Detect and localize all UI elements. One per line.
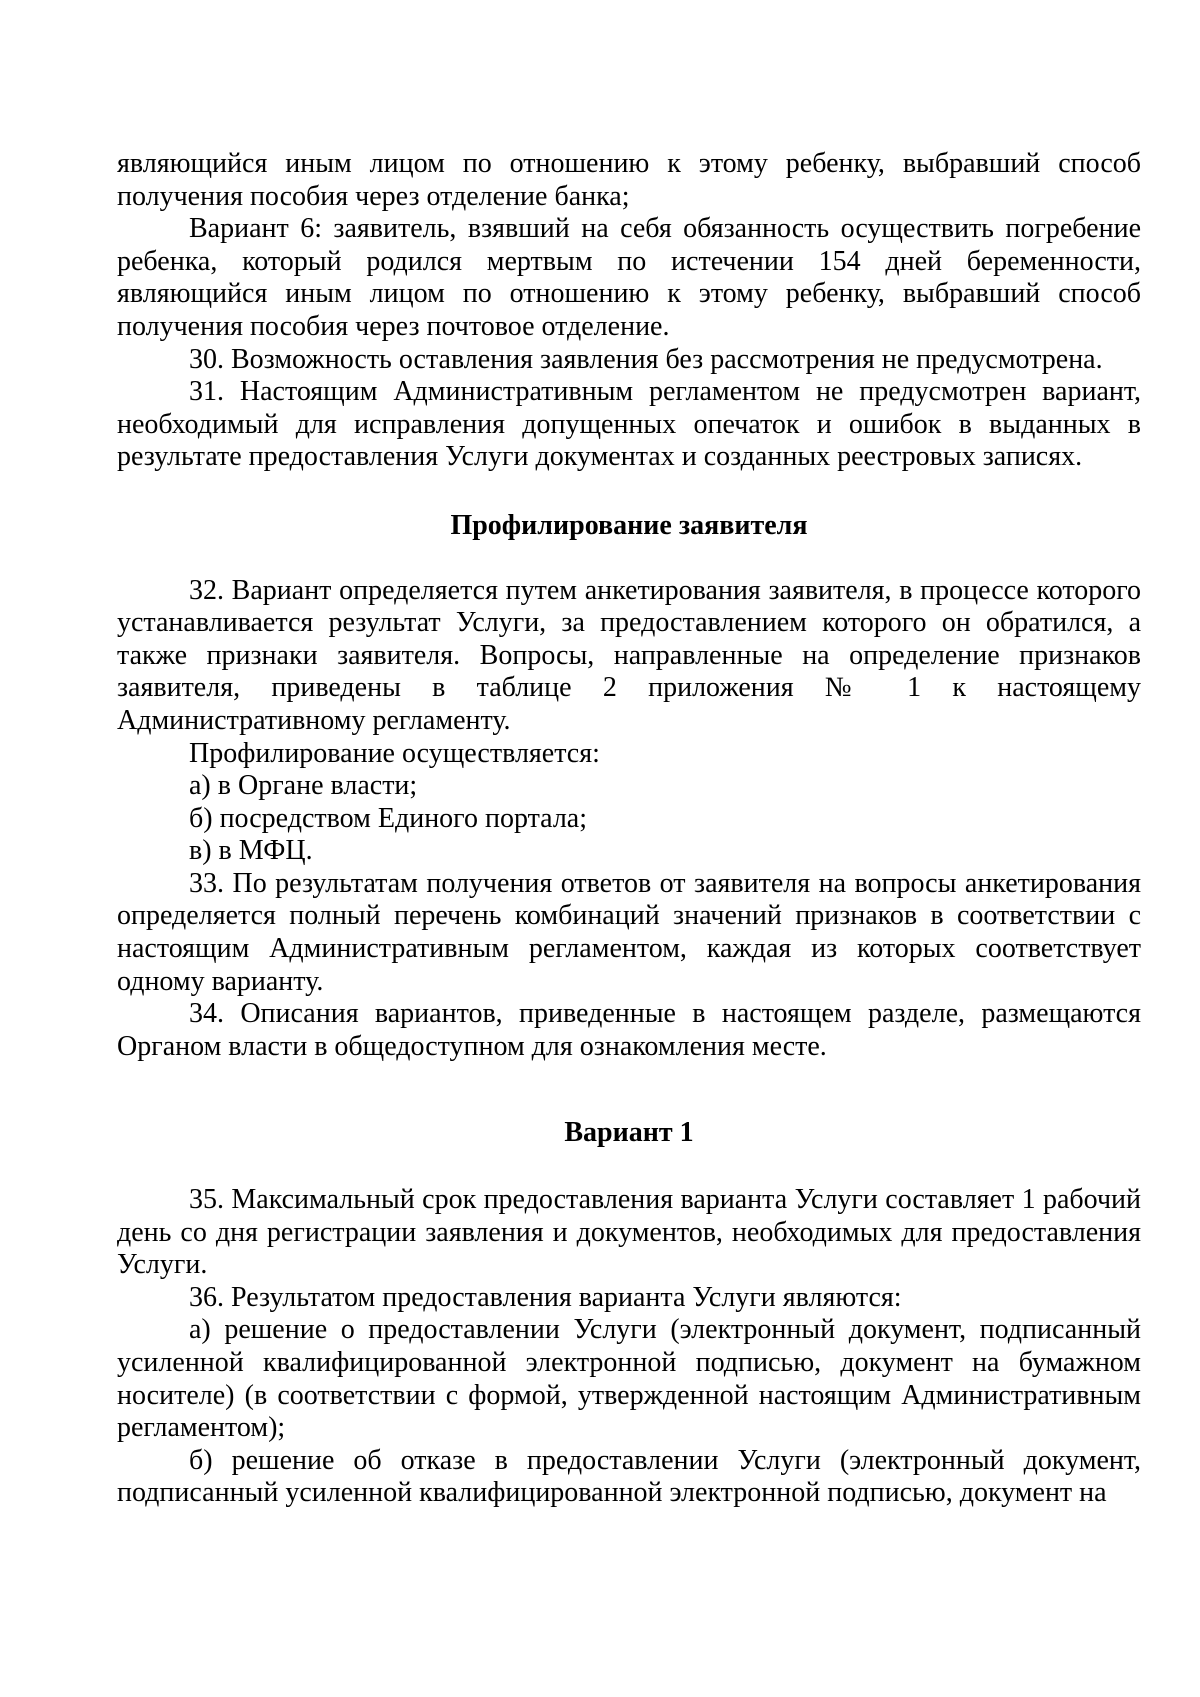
list-item-b-refusal: б) решение об отказе в предоставлении Услуги (электронный документ, подписанный усиленной квалифицированной электронной подписью, документ на: [117, 1444, 1141, 1509]
paragraph-31: 31. Настоящим Административным регламентом не предусмотрен вариант, необходимый для исправления допущенных опечаток и ошибок в выданных в результате предоставления Услуги документах и созданных реестровых записях.: [117, 376, 1141, 473]
paragraph-profiling-intro: Профилирование осуществляется:: [189, 737, 600, 769]
paragraph-36: 36. Результатом предоставления варианта Услуги являются:: [189, 1281, 902, 1313]
document-page: [117, 148, 1141, 1510]
paragraph-32: 32. Вариант определяется путем анкетирования заявителя, в процессе которого устанавливается результат Услуги, за предоставлением которого он обратился, а также признаки заявителя. Вопросы, направленные на определение признаков заявителя, приведены в таблице 2 приложения № 1 к настоящему Административному регламенту.: [117, 574, 1141, 736]
paragraph-35: 35. Максимальный срок предоставления варианта Услуги составляет 1 рабочий день со дня регистрации заявления и документов, необходимых для предоставления Услуги.: [117, 1184, 1141, 1281]
paragraph-34: 34. Описания вариантов, приведенные в настоящем разделе, размещаются Органом власти в общедоступном для ознакомления месте.: [117, 998, 1141, 1062]
paragraph-30: 30. Возможность оставления заявления без рассмотрения не предусмотрена.: [189, 343, 1103, 375]
list-item-v: в) в МФЦ.: [189, 835, 313, 867]
paragraph-33: 33. По результатам получения ответов от заявителя на вопросы анкетирования определяется полный перечень комбинаций значений признаков в соответствии с настоящим Административным регламентом, каждая из которых соответствует одному варианту.: [117, 867, 1141, 997]
list-item-a: а) в Органе власти;: [189, 770, 418, 802]
paragraph-continuation: являющийся иным лицом по отношению к этому ребенку, выбравший способ получения пособия через отделение банка;: [117, 148, 1141, 212]
list-item-a-decision: а) решение о предоставлении Услуги (электронный документ, подписанный усиленной квалифицированной электронной подписью, документ на бумажном носителе) (в соответствии с формой, утвержденной настоящим Административным регламентом);: [117, 1314, 1141, 1444]
list-item-b: б) посредством Единого портала;: [189, 802, 588, 834]
section-heading-variant-1: Вариант 1: [564, 1117, 694, 1149]
paragraph-variant-6: Вариант 6: заявитель, взявший на себя обязанность осуществить погребение ребенка, который родился мертвым по истечении 154 дней беременности, являющийся иным лицом по отношению к этому ребенку, выбравший способ получения пособия через почтовое отделение.: [117, 213, 1141, 342]
section-heading-profiling: Профилирование заявителя: [450, 509, 808, 541]
